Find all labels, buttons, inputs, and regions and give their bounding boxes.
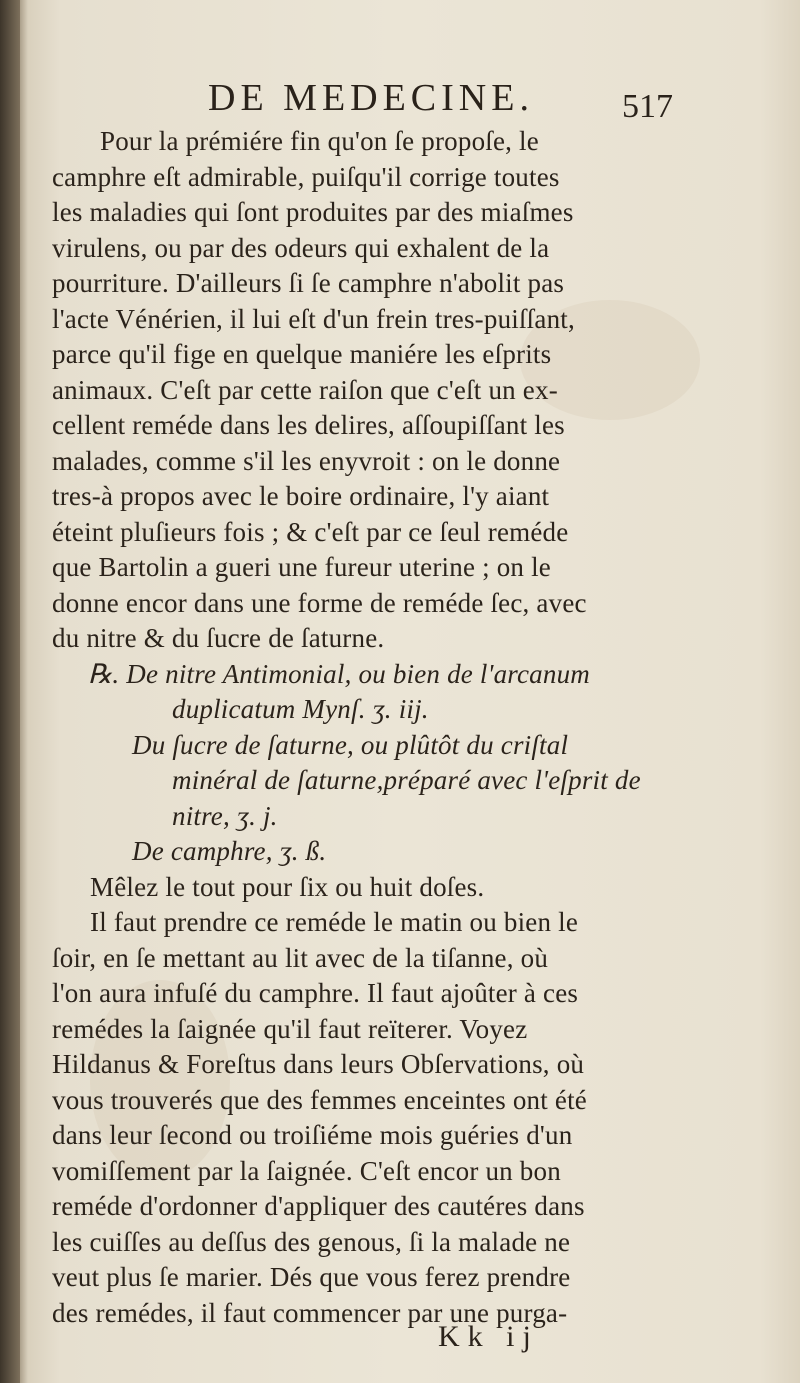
text-line: du nitre & du ſucre de ſaturne. <box>52 623 385 653</box>
text-line: malades, comme s'il les enyvroit : on le donne <box>52 445 561 476</box>
text-line: tres-à propos avec le boire ordinaire, l'y aiant <box>52 481 550 511</box>
text-line: animaux. C'eſt par cette raiſon que c'eſt un ex- <box>52 374 558 405</box>
text-line: éteint pluſieurs fois ; & c'eſt par ce ſeul reméde <box>52 516 569 547</box>
text-line: Hildanus & Foreſtus dans leurs Obſervations, où <box>52 1049 585 1079</box>
text-line: remédes la ſaignée qu'il faut reïterer. Voyez <box>52 1013 528 1044</box>
prescription-line: Du ſucre de ſaturne, ou plûtôt du criſtal <box>132 729 569 760</box>
text-line: veut plus ſe marier. Dés que vous ferez prendre <box>52 1262 571 1292</box>
running-head: DE MEDECINE. <box>208 77 534 119</box>
prescription-line: nitre, ʒ. j. <box>172 800 278 831</box>
text-line: pourriture. D'ailleurs ſi ſe camphre n'abolit pas <box>52 268 565 298</box>
text-line: que Bartolin a gueri une fureur uterine ; on le <box>52 552 551 582</box>
text-line: Mêlez le tout pour ſix ou huit doſes. <box>90 871 485 902</box>
prescription-line: ℞. De nitre Antimonial, ou bien de l'arcanum <box>88 658 590 689</box>
text-line: parce qu'il fige en quelque maniére les eſprits <box>52 339 552 369</box>
text-line: virulens, ou par des odeurs qui exhalent de la <box>52 232 550 263</box>
text-line: camphre eſt admirable, puiſqu'il corrige toutes <box>52 161 560 192</box>
text-line: cellent reméde dans les delires, aſſoupiſſant les <box>52 410 565 440</box>
page-number: 517 <box>622 88 673 125</box>
book-spine-shadow <box>0 0 20 1383</box>
text-line: l'on aura infuſé du camphre. Il faut ajoûter à ces <box>52 978 579 1008</box>
prescription-line: duplicatum Mynſ. ʒ. iij. <box>172 694 429 724</box>
text-line: ſoir, en ſe mettant au lit avec de la tiſanne, où <box>52 942 549 973</box>
body-text <box>52 124 692 1331</box>
text-line: donne encor dans une forme de reméde ſec, avec <box>52 587 587 618</box>
text-line: vous trouverés que des femmes enceintes ont été <box>52 1084 587 1115</box>
prescription-line: minéral de ſaturne,préparé avec l'eſprit de <box>172 765 641 795</box>
text-line: vomiſſement par la ſaignée. C'eſt encor un bon <box>52 1155 561 1186</box>
text-line: reméde d'ordonner d'appliquer des cautéres dans <box>52 1191 585 1221</box>
text-line: les cuiſſes au deſſus des genous, ſi la malade ne <box>52 1226 571 1257</box>
text-line: Pour la prémiére fin qu'on ſe propoſe, le <box>100 126 539 156</box>
text-line: dans leur ſecond ou troiſiéme mois guéries d'un <box>52 1120 573 1150</box>
text-line: l'acte Vénérien, il lui eſt d'un frein tres-puiſſant, <box>52 303 575 334</box>
prescription-line: De camphre, ʒ. ß. <box>132 836 327 866</box>
text-line: des remédes, il faut commencer par une purga- <box>52 1297 568 1328</box>
text-line: les maladies qui ſont produites par des miaſmes <box>52 197 574 227</box>
signature-mark: Kk ij <box>438 1320 539 1353</box>
text-line: Il faut prendre ce reméde le matin ou bien le <box>90 907 579 937</box>
page-header <box>0 76 800 126</box>
